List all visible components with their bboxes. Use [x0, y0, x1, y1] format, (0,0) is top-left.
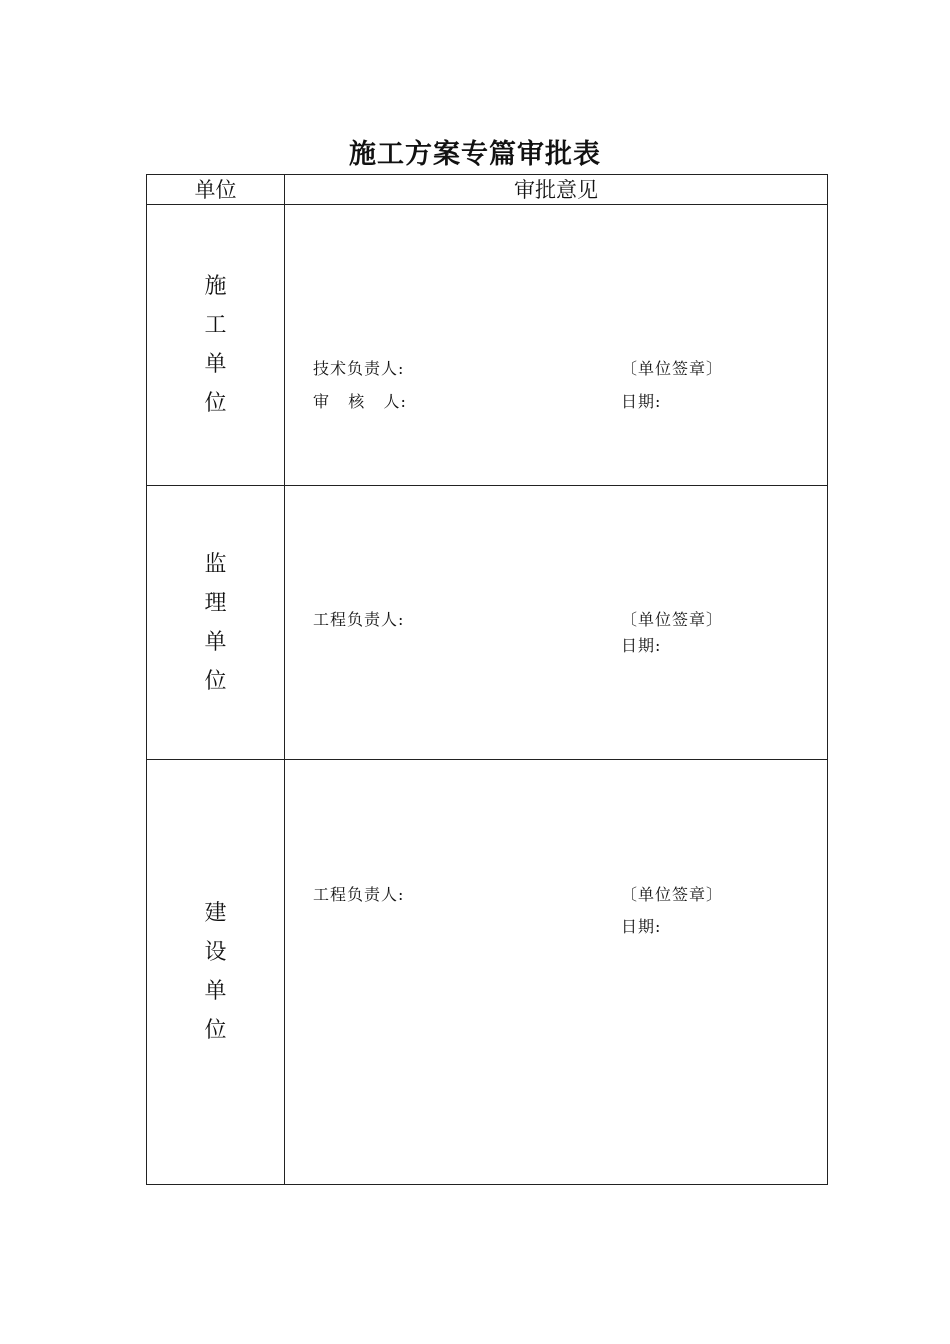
- table-row-supervision-unit: [147, 486, 828, 760]
- seal-label: 〔单位签章〕: [621, 359, 724, 378]
- date-label: 日期:: [621, 636, 662, 655]
- reviewer-label: 审 核 人:: [313, 392, 407, 411]
- unit-column-header: 单位: [147, 175, 285, 205]
- unit-name: 监理单位: [204, 551, 227, 694]
- approval-table: [146, 174, 828, 1185]
- date-label: 日期:: [621, 392, 662, 411]
- date-label: 日期:: [621, 917, 662, 936]
- unit-cell: [147, 205, 285, 486]
- opinion-cell[interactable]: [285, 760, 828, 1185]
- table-header-row: [147, 175, 828, 205]
- project-lead-label: 工程负责人:: [313, 610, 405, 629]
- unit-cell: [147, 486, 285, 760]
- opinion-cell[interactable]: [285, 486, 828, 760]
- opinion-column-header: 审批意见: [285, 175, 828, 205]
- unit-name: 施工单位: [204, 274, 227, 416]
- unit-name: 建设单位: [204, 901, 227, 1043]
- unit-cell: [147, 760, 285, 1185]
- opinion-cell[interactable]: [285, 205, 828, 486]
- table-row-owner-unit: [147, 760, 828, 1185]
- seal-label: 〔单位签章〕: [621, 885, 724, 904]
- table-row-construction-unit: [147, 205, 828, 486]
- technical-lead-label: 技术负责人:: [313, 359, 405, 378]
- seal-label: 〔单位签章〕: [621, 610, 724, 629]
- page-title: 施工方案专篇审批表: [349, 139, 601, 170]
- project-lead-label: 工程负责人:: [313, 885, 405, 904]
